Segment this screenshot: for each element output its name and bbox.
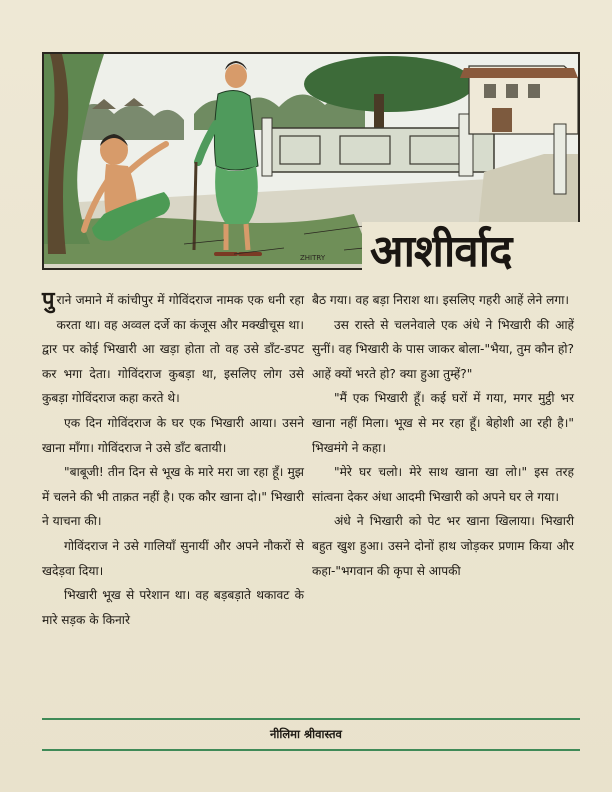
paragraph-3: "बाबूजी! तीन दिन से भूख के मारे मरा जा रहा हूँ। मुझ में चलने की भी ताक़त नहीं है। एक कौर खाना दो।" भिखारी ने याचना की।	[42, 465, 304, 529]
paragraph-8: "मैं एक भिखारी हूँ। कई घरों में गया, मगर मुट्ठी भर खाना नहीं मिला। भूख से मर रहा हूँ। बेहोशी आ रही है।" भिखमंगे ने कहा।	[312, 391, 574, 455]
rule-top	[42, 718, 580, 720]
right-column	[312, 288, 574, 583]
paragraph-7: उस रास्ते से चलनेवाले एक अंधे ने भिखारी की आहें सुनीं। वह भिखारी के पास जाकर बोला-"भैया, तुम कौन हो? आहें क्यों भरते हो? क्या हुआ तुम्हें?"	[312, 317, 574, 381]
paragraph-10: अंधे ने भिखारी को पेट भर खाना खिलाया। भिखारी बहुत खुश हुआ। उसने दोनों हाथ जोड़कर प्रणाम किया और कहा-"भगवान की कृपा से आपकी	[312, 514, 574, 578]
paragraph-6: बैठ गया। वह बड़ा निराश था। इसलिए गहरी आहें लेने लगा।	[312, 293, 569, 307]
paragraph-2: एक दिन गोविंदराज के घर एक भिखारी आया। उसने खाना माँगा। गोविंदराज ने उसे डाँट बतायी।	[42, 415, 304, 455]
dropcap: पु	[42, 288, 55, 313]
paragraph-1	[42, 288, 304, 411]
paragraph-4: गोविंदराज ने उसे गालियाँ सुनायीं और अपने नौकरों से खदेड़वा दिया।	[42, 538, 304, 578]
story-title: आशीर्वाद	[370, 226, 512, 277]
paragraph-9: "मेरे घर चलो। मेरे साथ खाना खा लो।" इस तरह सांत्वना देकर अंधा आदमी भिखारी को अपने घर ले गया।	[312, 465, 574, 504]
author-name: नीलिमा श्रीवास्तव	[270, 727, 342, 741]
paragraph-5: भिखारी भूख से परेशान था। वह बड़बड़ाते थकावट के मारे सड़क के किनारे	[42, 588, 304, 627]
illustrator-signature: ZHITRY	[300, 254, 326, 262]
paragraph-text: राने जमाने में कांचीपुर में गोविंदराज नामक एक धनी रहा करता था। वह अव्वल दर्जे का कंजूस और मक्खीचूस था। द्वार पर कोई भिखारी आ खड़ा होता तो वह उसे डाँट-डपट कर भगा देता। गोविंदराज कुबड़ा था, इसलिए लोग उसे कुबड़ा गोविंदराज कहा करते थे।	[42, 293, 304, 406]
rule-bottom	[42, 749, 580, 751]
left-column	[42, 288, 304, 632]
